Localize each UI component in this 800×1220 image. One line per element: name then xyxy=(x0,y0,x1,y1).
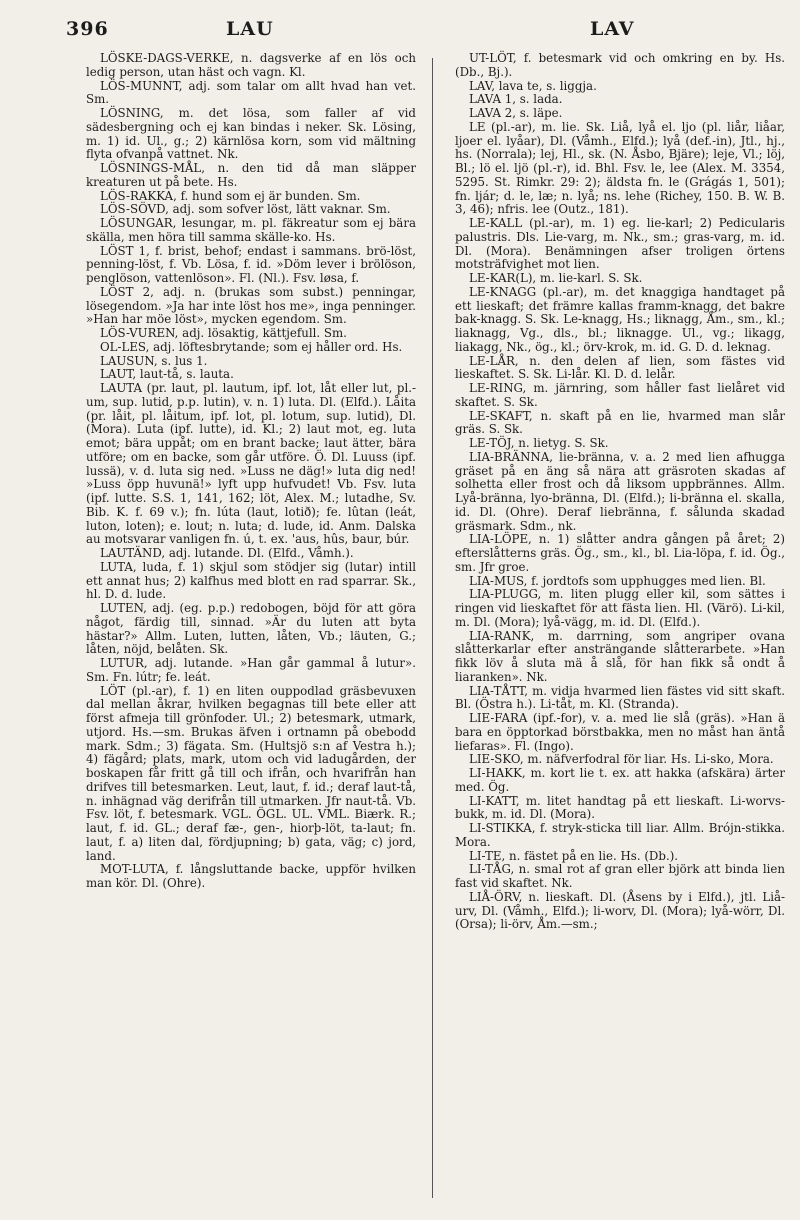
page-number: 396 xyxy=(66,18,109,40)
right-guide-word: LAV xyxy=(590,18,635,40)
dictionary-entry: LE-KNAGG (pl.-ar), m. det knaggiga handtaget på ett lieskaft; det främre kallas framm-knagg, det bakre bak-knagg. S. Sk. Le-knagg, Hs.; liknagg, Åm., sm., kl.; liaknagg, Vg., dls., bl.; liknagge. Ul., vg.; likagg, liakagg, Nk., ög., kl.; örv-krok, m. id. G. D. d. leknag. xyxy=(455,284,785,354)
dictionary-entry: LÖS-SÖVD, adj. som sofver löst, lätt vaknar. Sm. xyxy=(100,202,391,217)
dictionary-entry: LÖSUNGAR, lesungar, m. pl. fäkreatur som ej bära skälla, men höra till samma skälle-ko. Hs. xyxy=(86,216,416,244)
dictionary-entry: LIA-LÖPE, n. 1) slåtter andra gången på året; 2) efterslåtterns gräs. Ög., sm., kl., bl. Lia-löpa, f. id. Ög., sm. Jfr groe. xyxy=(455,532,785,574)
dictionary-entry: LÖSNING, m. det lösa, som faller af vid sädesbergning och ej kan bindas i neker. Sk. Lösing, m. 1) id. Ul., g.; 2) kärnlösa korn, som vid mältning flyta ofvanpå vattnet. Nk. xyxy=(86,106,416,162)
dictionary-entry: LÖSKE-DAGS-VERKE, n. dagsverke af en lös och ledig person, utan häst och vagn. Kl. xyxy=(86,51,416,79)
page-header xyxy=(0,18,800,42)
dictionary-entry: LE-SKAFT, n. skaft på en lie, hvarmed man slår gräs. S. Sk. xyxy=(455,408,785,437)
dictionary-entry: LAUTÄND, adj. lutande. Dl. (Elfd., Våmh.). xyxy=(100,546,354,560)
dictionary-entry: LÖSNINGS-MÅL, n. den tid då man släpper kreaturen ut på bete. Hs. xyxy=(86,161,416,189)
dictionary-entry: LÖS-VUREN, adj. lösaktig, kättjefull. Sm. xyxy=(100,326,347,340)
dictionary-entry: LE-LÅR, n. den delen af lien, som fästes vid lieskaftet. S. Sk. Li-lår. Kl. D. d. lelår. xyxy=(455,353,785,382)
dictionary-entry: LIA-MUS, f. jordtofs som upphugges med lien. Bl. xyxy=(469,573,766,588)
dictionary-entry: LAV, lava te, s. liggja. xyxy=(469,78,597,93)
dictionary-entry: LUTEN, adj. (eg. p.p.) redobogen, böjd för att göra något, färdig till, sinnad. »Är du luten att byta hästar?» Allm. Luten, lutten, låten, Vb.; läuten, G.; låten, nöjd, belåten. Sk. xyxy=(86,601,416,657)
dictionary-entry: LAUT, laut-tå, s. lauta. xyxy=(100,367,234,382)
dictionary-entry: LIA-TÅTT, m. vidja hvarmed lien fästes vid sitt skaft. Bl. (Östra h.). Li-tåt, m. Kl. (Stranda). xyxy=(455,683,785,712)
dictionary-entry: LUTA, luda, f. 1) skjul som stödjer sig (lutar) intill ett annat hus; 2) kalfhus med blott en rad sparrar. Sk., hl. D. d. lude. xyxy=(86,559,416,602)
dictionary-entry: LAVA 1, s. lada. xyxy=(469,92,563,107)
dictionary-entry: LÖS-MUNNT, adj. som talar om allt hvad han vet. Sm. xyxy=(86,78,416,107)
dictionary-entry: LI-HAKK, m. kort lie t. ex. att hakka (afskära) ärter med. Ög. xyxy=(455,766,785,794)
dictionary-entry: LE-KAR(L), m. lie-karl. S. Sk. xyxy=(469,271,643,285)
dictionary-entry: MOT-LUTA, f. långsluttande backe, uppför hvilken man kör. Dl. (Ohre). xyxy=(86,862,416,890)
dictionary-entry: LÖS-RAKKA, f. hund som ej är bunden. Sm. xyxy=(100,188,361,203)
dictionary-entry: LAVA 2, s. läpe. xyxy=(469,106,563,120)
dictionary-entry: LÖT (pl.-ar), f. 1) en liten ouppodlad gräsbevuxen dal mellan åkrar, hvilken begagnas till bete eller att först afmeja till grönfoder. Ul.; 2) betesmark, utmark, utjord. Hs.—sm. Brukas äfven i ortnamn på obebodd mark. Sdm.; 3) fägata. Sm. (Hultsjö s:n af Vestra h.); 4) fägård; plats, mark, utom och vid ladugården, der boskapen får fritt gå till och ifrån, och hvarifrån han drifves till betesmarken. Leut, laut, f. id.; deraf laut-tå, n. inhägnad väg derifrån till utmarken. Jfr naut-tå. Vb. Fsv. löt, f. betesmark. VGL. ÖGL. UL. VML. Biærk. R.; laut, f. id. GL.; deraf fæ-, gen-, hiorþ-löt, ta-laut; fn. laut, f. a) liten dal, fördjupning; b) gata, väg; c) jord, land. xyxy=(86,683,416,863)
dictionary-entry: LI-TÅG, n. smal rot af gran eller björk att binda lien fast vid skaftet. Nk. xyxy=(455,862,785,890)
column-divider xyxy=(432,58,433,1198)
dictionary-entry: OL-LES, adj. löftesbrytande; som ej håller ord. Hs. xyxy=(100,339,403,354)
right-column xyxy=(455,52,785,932)
dictionary-entry: LUTUR, adj. lutande. »Han går gammal å lutur». Sm. Fn. lútr; fe. leát. xyxy=(86,656,416,684)
left-guide-word: LAU xyxy=(226,18,274,40)
dictionary-entry: UT-LÖT, f. betesmark vid och omkring en by. Hs. (Db., Bj.). xyxy=(455,51,785,79)
dictionary-entry: LIA-PLUGG, m. liten plugg eller kil, som sättes i ringen vid lieskaftet för att fästa lien. Hl. (Värö). Li-kil, m. Dl. (Mora); lyå-vägg, m. id. Dl. (Elfd.). xyxy=(455,587,785,629)
dictionary-entry: LAUSUN, s. lus 1. xyxy=(100,353,208,368)
dictionary-entry: LI-KATT, m. litet handtag på ett lieskaft. Li-worvs-bukk, m. id. Dl. (Mora). xyxy=(455,793,785,822)
dictionary-entry: LE-KALL (pl.-ar), m. 1) eg. lie-karl; 2) Pedicularis palustris. Dls. Lie-varg, m. Nk., sm.; gras-varg, m. id. Dl. (Mora). Benämningen afser troligen örtens motsträfvighet mot lien. xyxy=(455,216,785,272)
dictionary-entry: LIA-BRÄNNA, lie-bränna, v. a. 2 med lien afhugga gräset på en äng så nära att gräsroten skadas af solhetta eller frost och då liksom uppbrännes. Allm. Lyå-bränna, lyo-bränna, Dl. (Elfd.); li-bränna el. skalla, id. Dl. (Ohre). Deraf liebränna, f. sålunda skadad gräsmark. Sdm., nk. xyxy=(455,449,785,533)
dictionary-entry: LÖST 2, adj. n. (brukas som subst.) penningar, lösegendom. »Ja har inte löst hos me», inga penninger. »Han har möe löst», mycken egendom. Sm. xyxy=(86,284,416,327)
dictionary-entry: LIÅ-ÖRV, n. lieskaft. Dl. (Åsens by i Elfd.), jtl. Liå-urv, Dl. (Våmh., Elfd.); li-worv, Dl. (Mora); lyå-wörr, Dl. (Orsa); li-örv, Åm.—sm.; xyxy=(455,889,785,932)
dictionary-entry: LE (pl.-ar), m. lie. Sk. Liå, lyå el. ljo (pl. liår, liåar, ljoer el. lyåar), Dl. (Våmh., Elfd.); lyå (def.-in), Jtl., hj., hs. (Norrala); lej, Hl., sk. (N. Åsbo, Bjäre); leje, Vl.; löj, Bl.; lö el. ljö (pl.-r), id. Bhl. Fsv. le, lee (Alex. M. 3354, 5295. St. Rimkr. 29: 2); äldsta fn. le (Grágás 1, 501); fn. ljár; d. le, læ; n. lyå; ns. lehe (Richey, 150. B. W. B. 3, 46); nfris. lee (Outz., 181). xyxy=(455,119,785,217)
dictionary-entry: LAUTA (pr. laut, pl. lautum, ipf. lot, låt eller lut, pl.-um, sup. lutid, p.p. lutin), v. n. 1) luta. Dl. (Elfd.). Låita (pr. låit, pl. låitum, ipf. lot, pl. lotum, sup. lutid), Dl. (Mora). Luta (ipf. lutte), id. Kl.; 2) laut mot, eg. luta emot; bära uppåt; om en brant backe; laut ätter, bära utföre; om en backe, som går utföre. Ö. Dl. Luuss (ipf. lussä), v. d. luta sig ned. »Luss ne däg!» luta dig ned! »Luss öpp huvunä!» lyft upp hufvudet! Vb. Fsv. luta (ipf. lutte. S.S. 1, 141, 162; löt, Alex. M.; lutadhe, Sv. Bib. K. f. 69 v.); fn. lúta (laut, lotið); fe. lûtan (leát, luton, loten); e. lout; n. luta; d. lude, id. Anm. Dalska au motsvarar vanligen fn. ú, t. ex. 'aus, hûs, baur, búr. xyxy=(86,381,416,547)
left-column xyxy=(86,52,416,891)
dictionary-entry: LIE-FARA (ipf.-for), v. a. med lie slå (gräs). »Han ä bara en öpptorkad börstbakka, men no måst han äntå liefaras». Fl. (Ingo). xyxy=(455,711,785,753)
dictionary-entry: LI-TE, n. fästet på en lie. Hs. (Db.). xyxy=(469,848,679,863)
dictionary-entry: LE-TÖJ, n. lietyg. S. Sk. xyxy=(469,436,609,450)
dictionary-entry: LE-RING, m. järnring, som håller fast lielåret vid skaftet. S. Sk. xyxy=(455,381,785,409)
dictionary-entry: LIE-SKO, m. näfverfodral för liar. Hs. Li-sko, Mora. xyxy=(469,752,774,767)
dictionary-entry: LI-STIKKA, f. stryk-sticka till liar. Allm. Brójn-stikka. Mora. xyxy=(455,821,785,849)
dictionary-entry: LIA-RANK, m. darrning, som angriper ovana slåtterkarlar efter ansträngande slåtterarbete. »Han fikk löv å sluta mä å slå, för han fikk så ondt å liaranken». Nk. xyxy=(455,628,785,684)
dictionary-entry: LÖST 1, f. brist, behof; endast i sammans. brö-löst, penning-löst, f. Vb. Lösa, f. id. »Döm lever i brölöson, penglöson, vattenlöson». Fl. (Nl.). Fsv. løsa, f. xyxy=(86,243,416,285)
